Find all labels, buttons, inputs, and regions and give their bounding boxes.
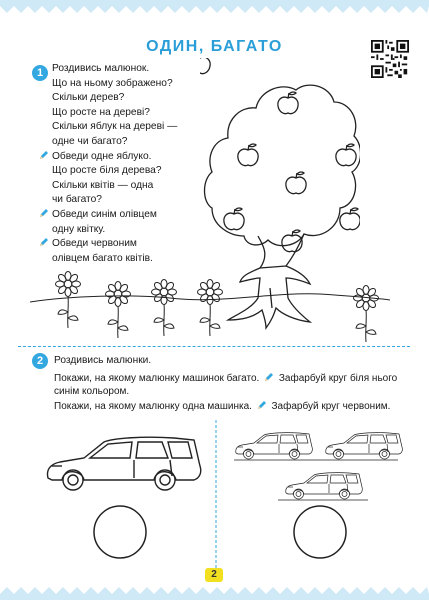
instruction-line: Що на ньому зображено?	[52, 77, 173, 89]
instruction-line: Скільки квітів — одна	[52, 179, 154, 191]
exercise-2-instruction-2	[54, 400, 390, 412]
pencil-icon	[39, 237, 49, 247]
instruction-line: одну квітку.	[52, 223, 106, 235]
instruction-line: чи багато?	[52, 194, 102, 206]
page-number-badge: 2	[205, 568, 223, 582]
instruction-line: Обведи одне яблуко.	[52, 150, 152, 162]
top-zigzag-border	[0, 0, 429, 14]
instruction-line: Що росте на дереві?	[52, 106, 150, 118]
exercise-1-number-badge: 1	[32, 65, 48, 81]
instruction-line: Роздивись малюнок.	[52, 63, 150, 74]
instruction-line: Обведи синім олівцем	[52, 208, 157, 220]
cars-illustration	[38, 420, 408, 570]
instruction-text: Зафарбуй круг червоним.	[271, 401, 391, 412]
page-title: ОДИН, БАГАТО	[146, 38, 283, 55]
instruction-text: Зафарбуй круг біля нього синім кольором.	[54, 373, 398, 397]
bottom-zigzag-border	[0, 586, 429, 600]
pencil-icon	[264, 372, 274, 382]
pencil-icon	[257, 400, 267, 410]
answer-circle-many-cars	[294, 506, 346, 558]
instruction-line: олівцем багато квітів.	[52, 252, 153, 264]
exercise-2-number-badge: 2	[32, 353, 48, 369]
exercise-2-heading: Роздивись малюнки.	[54, 355, 152, 366]
qr-code-icon[interactable]	[371, 40, 409, 78]
answer-circle-single-car	[94, 506, 146, 558]
exercise-2-instruction-1	[54, 372, 414, 398]
section-divider	[18, 346, 410, 347]
pencil-icon	[39, 150, 49, 160]
instruction-text: Покажи, на якому малюнку одна машинка.	[54, 401, 252, 412]
instruction-line: одне чи багато?	[52, 135, 128, 147]
exercise-1-instructions	[38, 62, 208, 266]
instruction-text: Покажи, на якому малюнку машинок багато.	[54, 373, 260, 384]
instruction-line: Скільки яблук на дереві —	[52, 121, 178, 133]
flowers-illustration	[30, 270, 390, 345]
instruction-line: Скільки дерев?	[52, 92, 125, 104]
instruction-line: Обведи червоним	[52, 238, 137, 250]
instruction-line: Що росте біля дерева?	[52, 165, 162, 177]
pencil-icon	[39, 208, 49, 218]
